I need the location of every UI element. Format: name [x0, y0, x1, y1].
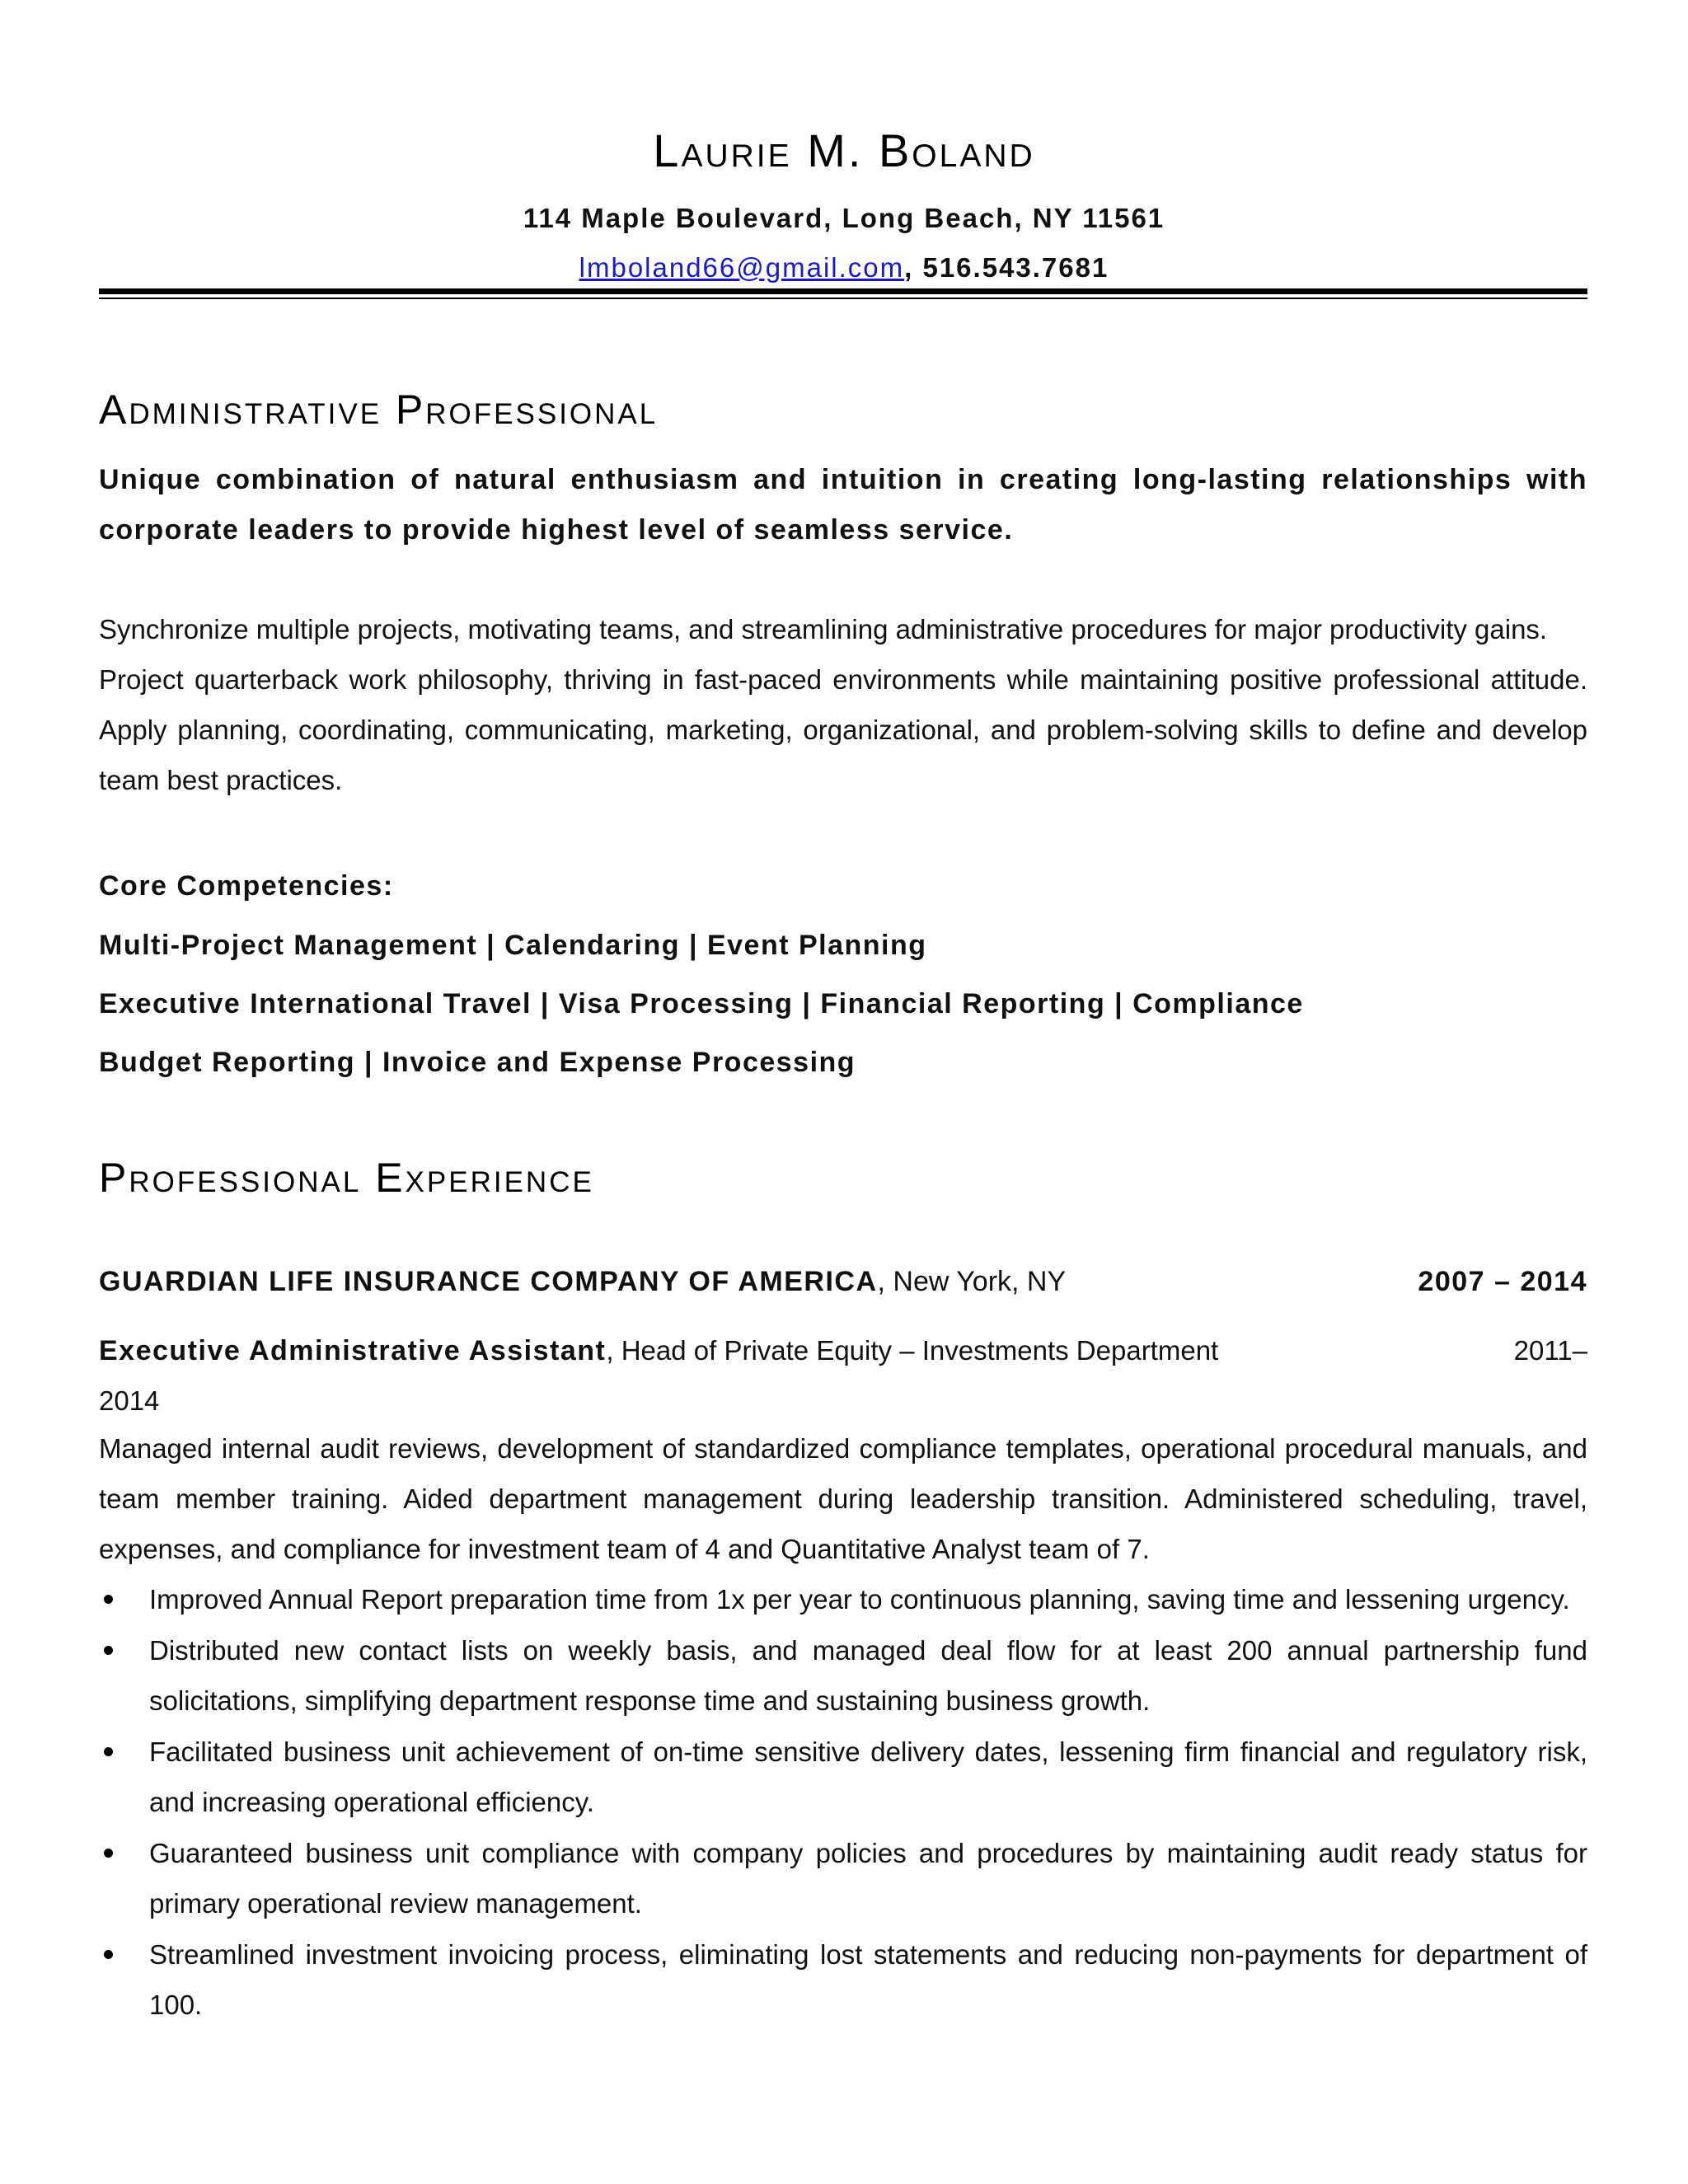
core-competencies-label: Core Competencies: [99, 870, 394, 902]
company-location: , New York, NY [877, 1266, 1067, 1297]
bullet-text: Improved Annual Report preparation time from 1x per year to continuous planning, saving time and lessening urgency. [149, 1584, 1570, 1615]
list-item [99, 1727, 1587, 1827]
bullet-text: Streamlined investment invoicing process, eliminating lost statements and reducing non-payments for department of 100. [149, 1939, 1587, 2020]
profile-intro [99, 604, 1587, 805]
header-divider-thick [99, 288, 1587, 294]
candidate-name: Laurie M. Boland [653, 124, 1035, 176]
bullet-text: Distributed new contact lists on weekly basis, and managed deal flow for at least 200 annual partnership fund solicitations, simplifying department response time and sustaining business growth. [149, 1635, 1587, 1716]
role-dates-start: 2011– [1513, 1335, 1587, 1366]
bullet-icon [104, 1646, 113, 1655]
bullet-text: Guaranteed business unit compliance with company policies and procedures by maintaining audit ready status for primary operational review management. [149, 1838, 1587, 1919]
contact-line [0, 252, 1688, 284]
bullet-icon [104, 1595, 113, 1604]
role-summary-text: Managed internal audit reviews, development of standardized compliance templates, operational procedural manuals, and team member training. Aided department management during leadership transition. Administered scheduling, travel, expenses, and compliance for investment team of 4 and Quantitative Analyst team of 7. [99, 1433, 1587, 1564]
intro-paragraph: Synchronize multiple projects, motivating teams, and streamlining administrative procedures for major productivity gains. [99, 614, 1548, 644]
competency-line: Executive International Travel | Visa Processing | Financial Reporting | Compliance [99, 988, 1304, 1019]
bullet-text: Facilitated business unit achievement of on-time sensitive delivery dates, lessening firm financial and regulatory risk, and increasing operational efficiency. [149, 1736, 1587, 1817]
company-row [99, 1266, 1587, 1298]
achievement-list [99, 1574, 1587, 2031]
phone: , 516.543.7681 [904, 252, 1109, 283]
header-divider-thin [99, 298, 1587, 299]
list-item [99, 1625, 1587, 1726]
section-title-experience: Professional Experience [99, 1155, 594, 1201]
address-line: 114 Maple Boulevard, Long Beach, NY 11561 [523, 203, 1165, 233]
role-summary [99, 1423, 1587, 1574]
role-title: Executive Administrative Assistant [99, 1335, 607, 1366]
bullet-icon [104, 1950, 113, 1959]
role-row [99, 1325, 1587, 1416]
list-item [99, 1574, 1587, 1624]
intro-paragraph: Project quarterback work philosophy, thriving in fast-paced environments while maintaining positive professional attitude. Apply planning, coordinating, communicating, marketing, organizational, and problem-solving skills to define and develop team best practices. [99, 664, 1587, 795]
email-link[interactable]: lmboland66@gmail.com [579, 252, 905, 283]
company-dates: 2007 – 2014 [1418, 1266, 1587, 1297]
company-name: GUARDIAN LIFE INSURANCE COMPANY OF AMERICA [99, 1266, 878, 1297]
list-item [99, 1828, 1587, 1929]
competency-line: Multi-Project Management | Calendaring | Event Planning [99, 930, 927, 961]
section-title-profile: Administrative Professional [99, 387, 659, 433]
list-item [99, 1929, 1587, 2030]
bullet-icon [104, 1747, 113, 1756]
role-dates-end: 2014 [99, 1385, 160, 1416]
bullet-icon [104, 1849, 113, 1858]
role-detail: , Head of Private Equity – Investments Department [606, 1335, 1219, 1366]
profile-tagline: Unique combination of natural enthusiasm and intuition in creating long-lasting relationships with corporate leaders to provide highest level of seamless service. [99, 464, 1587, 546]
competency-line: Budget Reporting | Invoice and Expense Processing [99, 1047, 856, 1078]
